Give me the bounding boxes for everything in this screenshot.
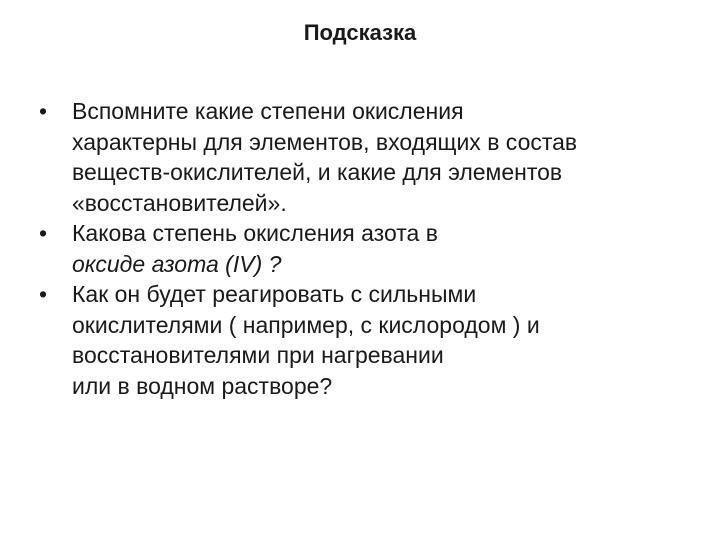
bullet-list [36,96,696,401]
bullet-icon: • [39,281,48,307]
bullet-text-line: «восстановителей». [72,189,287,216]
bullet-text-line: Как он будет реагировать с сильными [72,281,477,307]
bullet-text-line: или в водном растворе? [72,372,333,399]
bullet-icon: • [39,98,48,124]
bullet-item-recall-oxidation-states [36,96,696,218]
bullet-text-line: веществ-окислителей, и какие для элементов [72,159,563,185]
slide-title: Подсказка [303,20,417,45]
bullet-text-line: Вспомните какие степени окисления [72,98,464,124]
bullet-text-line: характерны для элементов, входящих в состав [72,128,578,155]
bullet-item-reactivity-question [36,279,696,401]
bullet-text-line-italic: оксиде азота (IV) ? [72,250,282,277]
bullet-text-line: окислителями ( например, с кислородом ) и [72,311,540,338]
bullet-text-line: Какова степень окисления азота в [72,220,438,246]
bullet-text-line: восстановителями при нагревании [72,342,444,368]
bullet-item-nitrogen-oxidation-state [36,218,696,279]
bullet-icon: • [39,220,48,246]
